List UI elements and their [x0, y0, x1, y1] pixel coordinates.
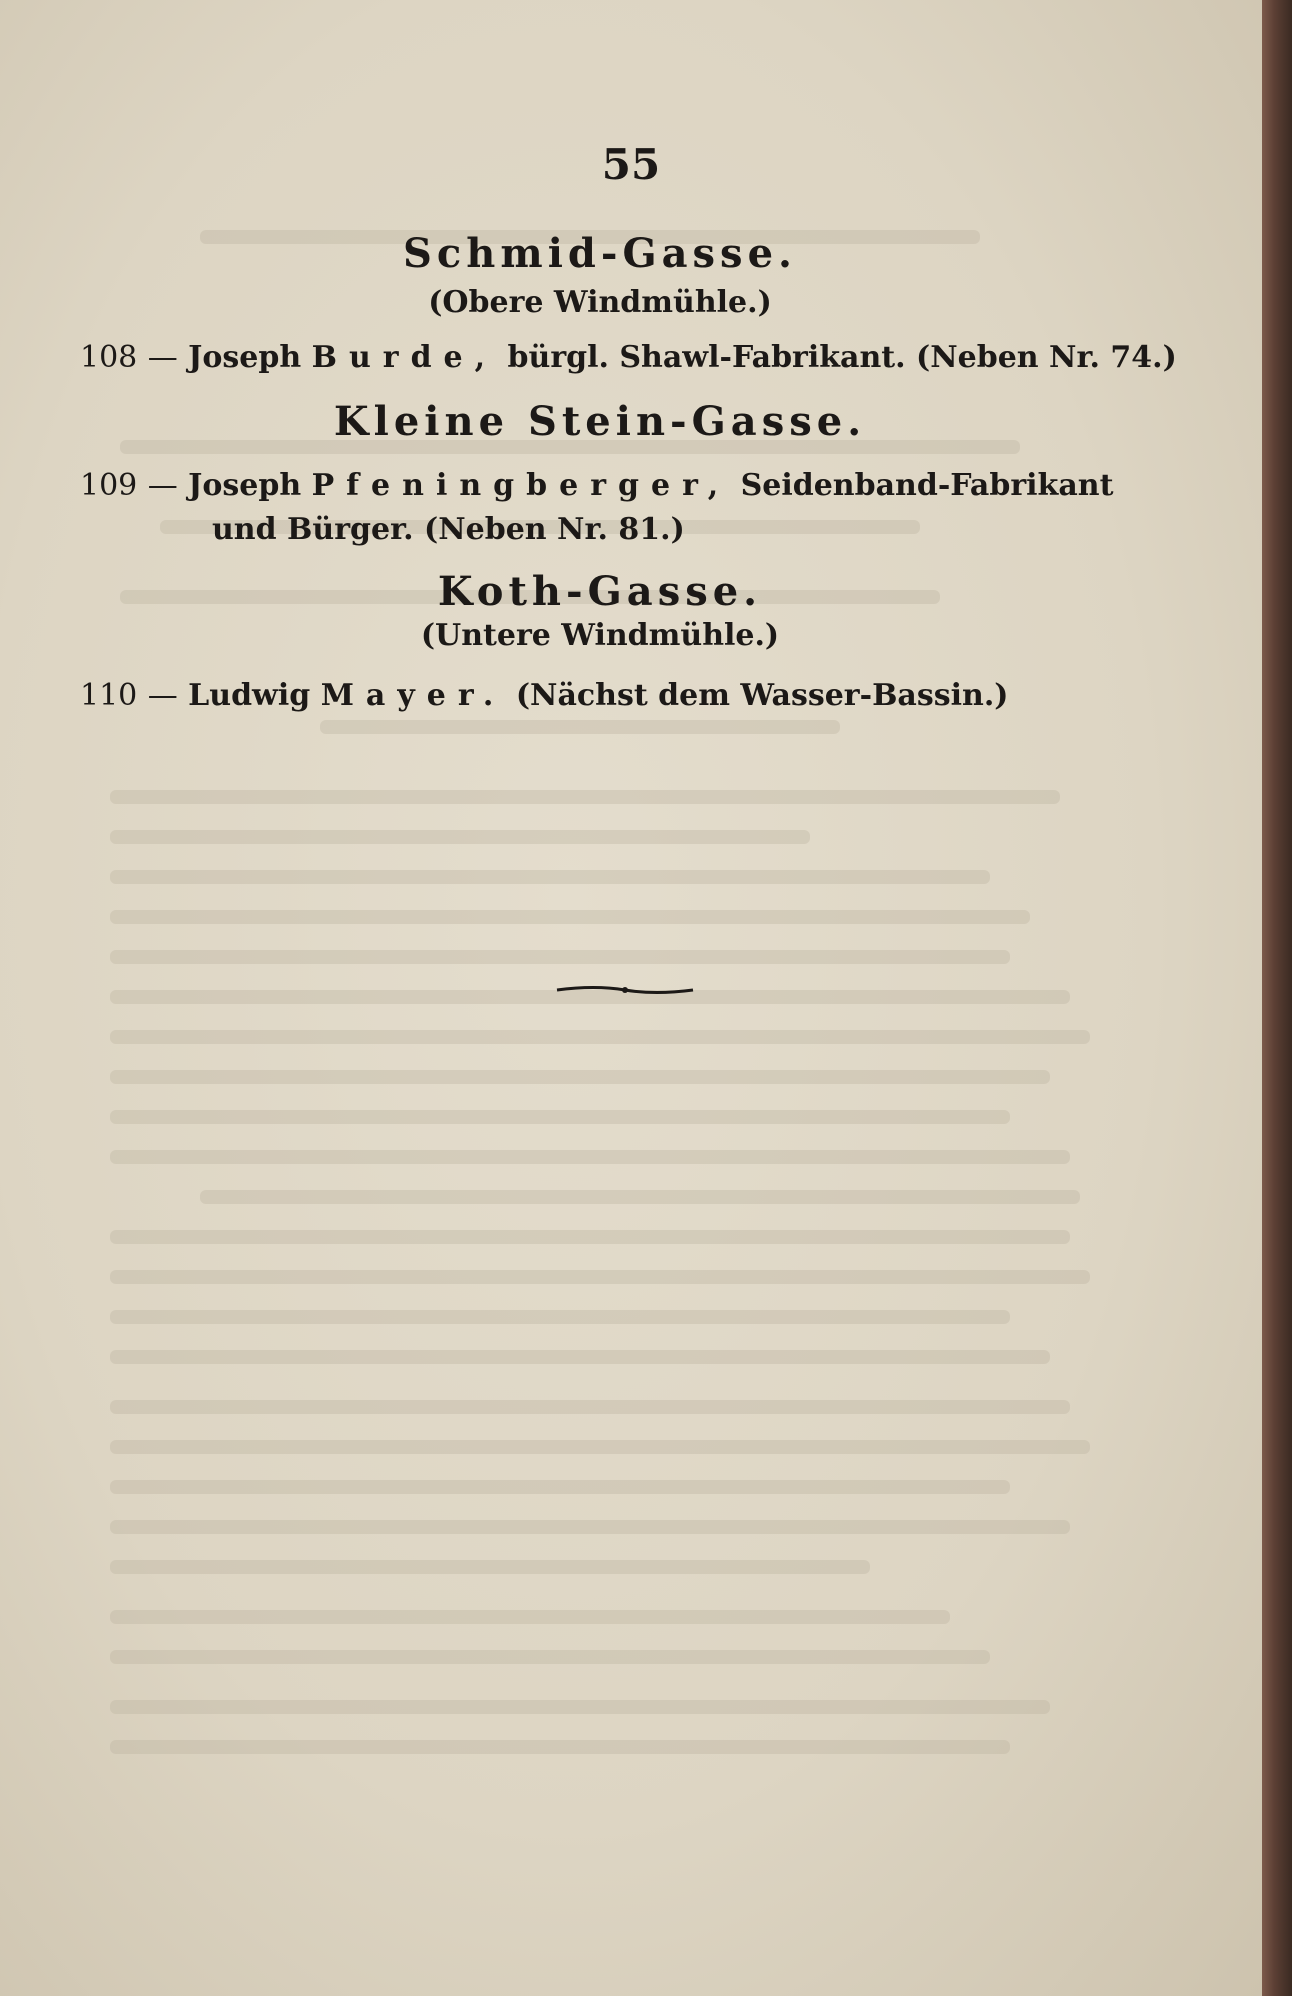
page-number: 55: [601, 140, 661, 189]
entry-109: [80, 468, 1113, 503]
entry-dash: —: [147, 340, 178, 375]
entry-number: 109: [80, 468, 138, 503]
entry-surname: Burde,: [311, 340, 498, 375]
street-heading-kleine-stein-gasse: Kleine Stein-Gasse.: [333, 398, 867, 445]
entry-number: 108: [80, 340, 138, 375]
entry-first-name: Joseph: [188, 340, 302, 375]
end-ornament-rule: [555, 982, 695, 998]
street-heading-koth-gasse: Koth-Gasse.: [437, 568, 763, 615]
street-subheading-obere-windmuehle: (Obere Windmühle.): [428, 285, 772, 320]
entry-first-name: Joseph: [188, 468, 302, 503]
entry-dash: —: [147, 678, 178, 713]
entry-description: (Nächst dem Wasser-Bassin.): [515, 678, 1009, 713]
entry-description: Seidenband-Fabrikant: [740, 468, 1114, 503]
entry-first-name: Ludwig: [188, 678, 311, 713]
entry-109-continuation: und Bürger. (Neben Nr. 81.): [212, 512, 685, 547]
entry-dash: —: [147, 468, 178, 503]
entry-surname: Pfeningberger,: [311, 468, 731, 503]
entry-110: [80, 678, 1009, 713]
entry-surname: Mayer.: [320, 678, 506, 713]
entry-number: 110: [80, 678, 138, 713]
street-heading-schmid-gasse: Schmid-Gasse.: [403, 230, 797, 277]
entry-description: bürgl. Shawl-Fabrikant. (Neben Nr. 74.): [507, 340, 1177, 375]
street-subheading-untere-windmuehle: (Untere Windmühle.): [420, 618, 780, 653]
entry-108: [80, 340, 1177, 375]
book-spine-edge: [1262, 0, 1292, 1996]
